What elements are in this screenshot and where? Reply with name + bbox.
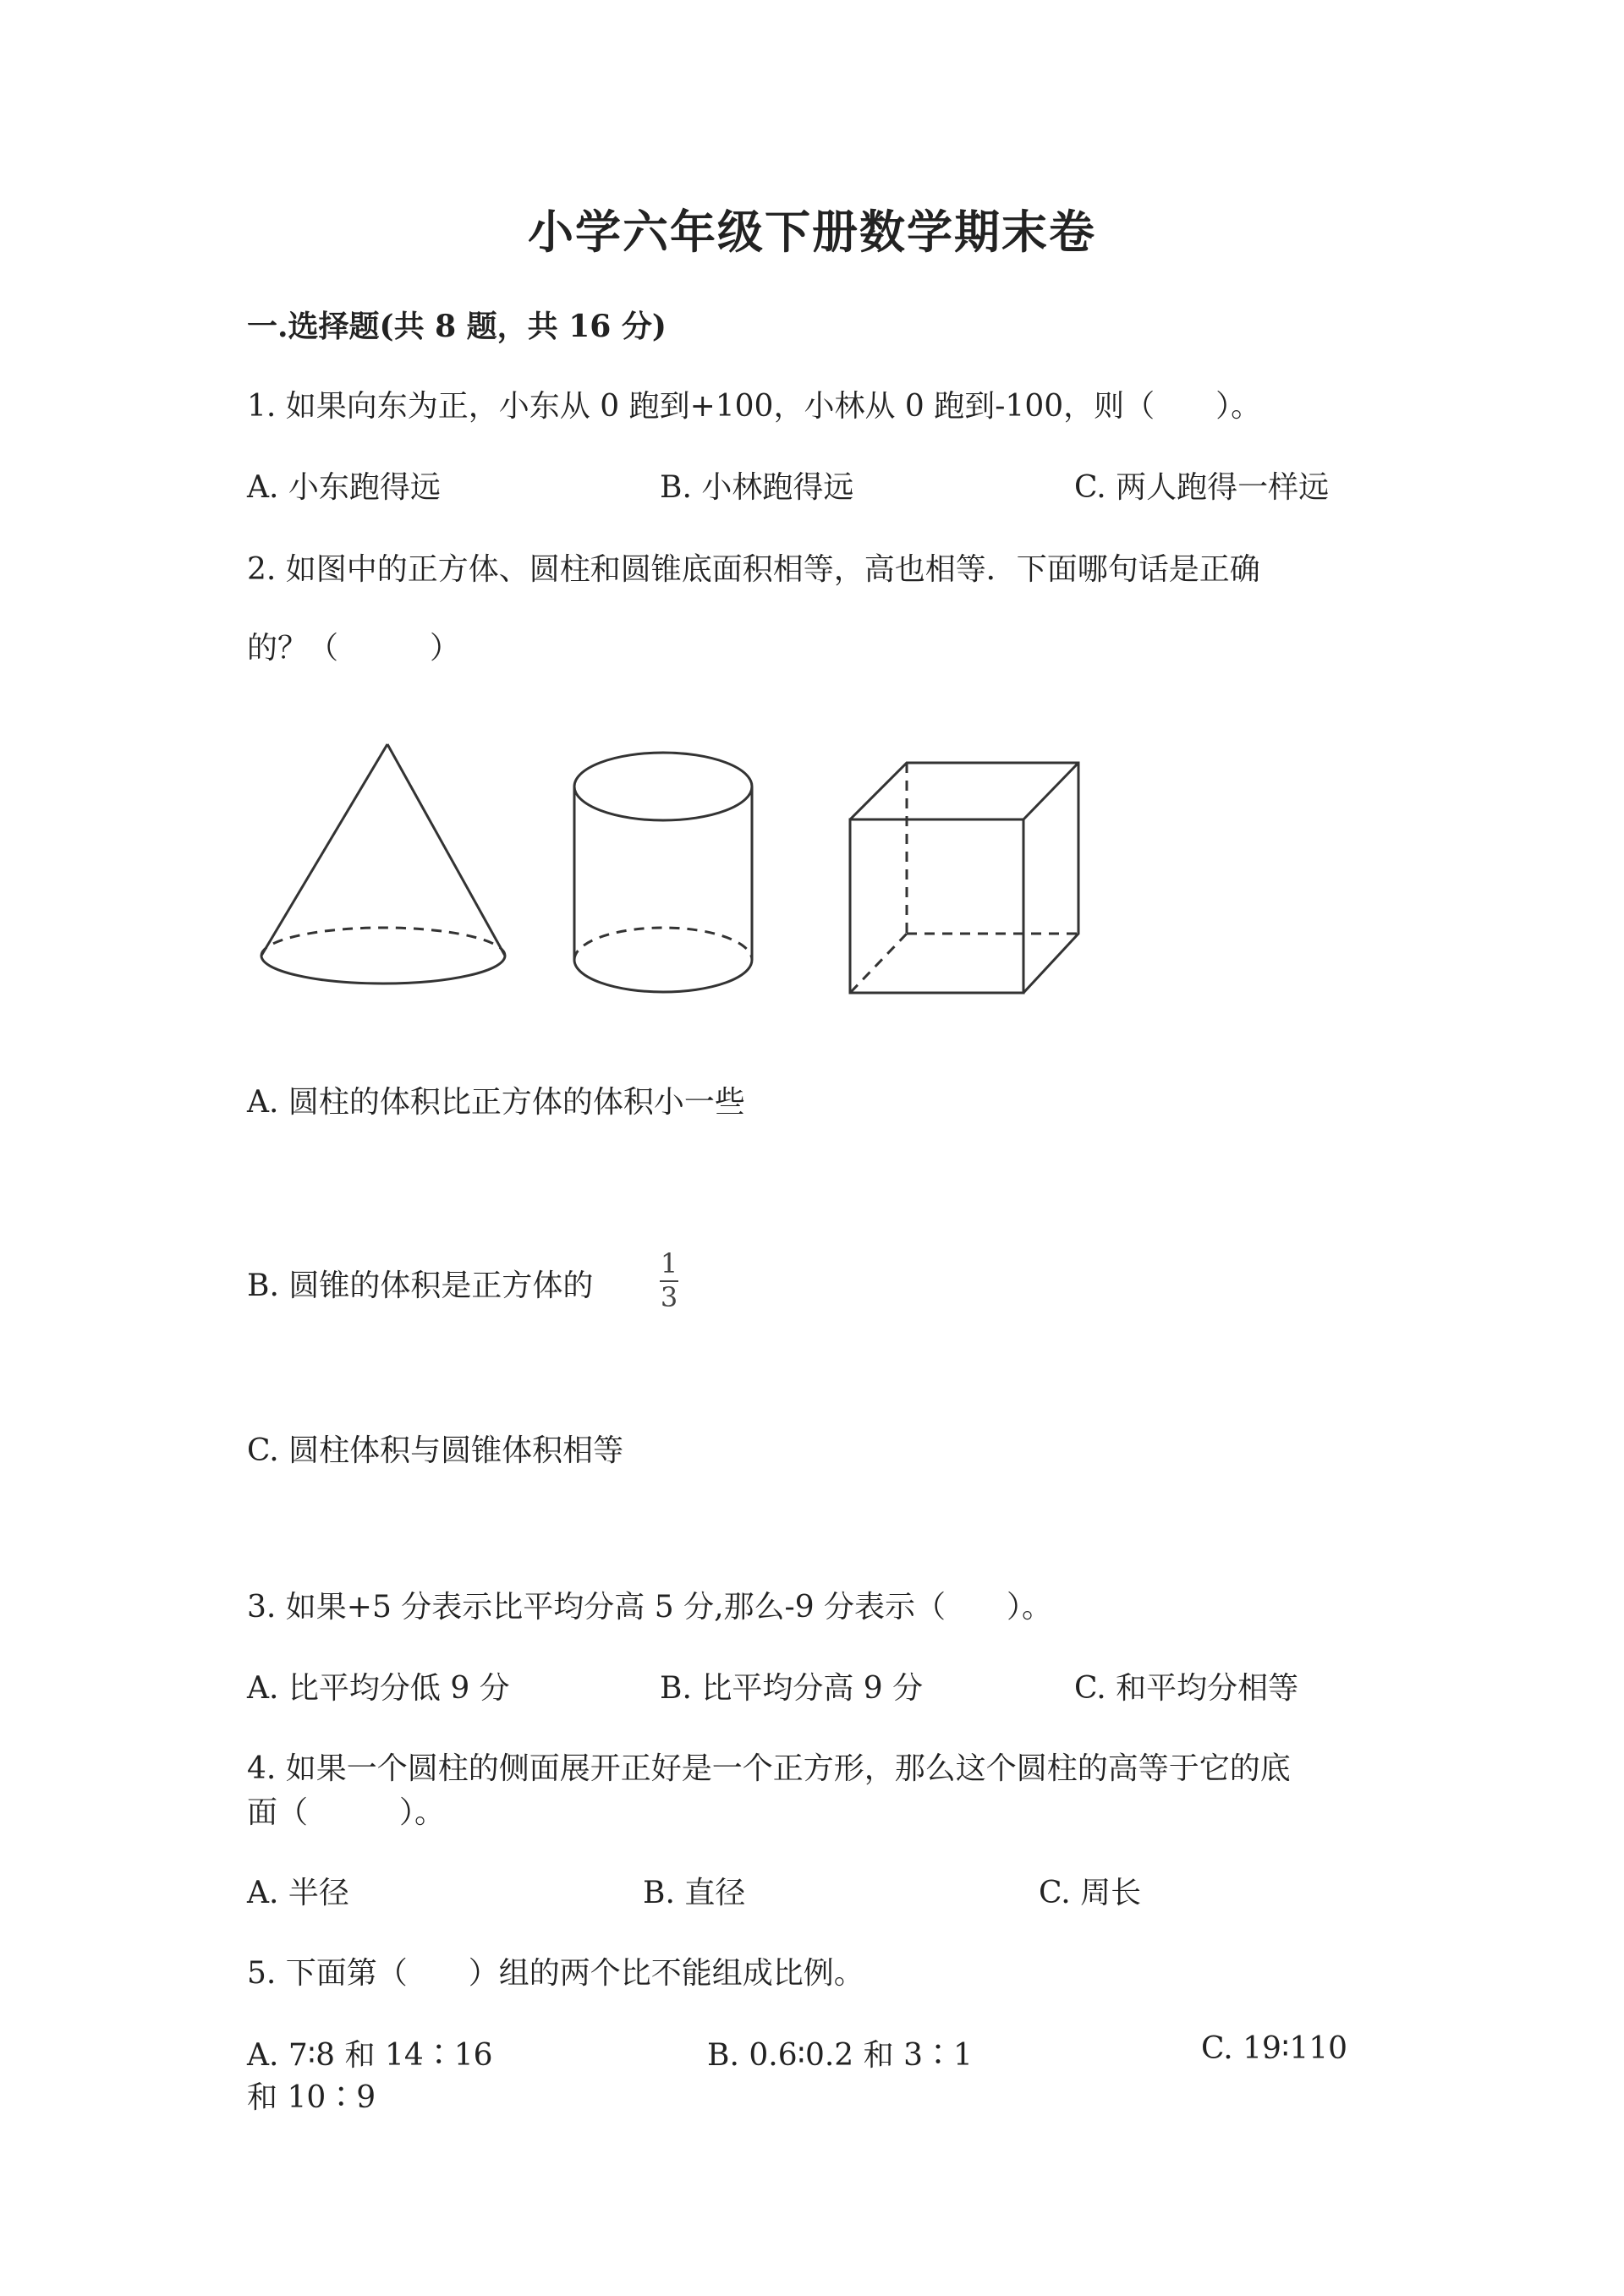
question-5-option-a: A. 7∶8 和 14∶16 [247,2038,493,2073]
question-2-option-c: C. 圆柱体积与圆锥体积相等 [247,1433,624,1468]
question-4-option-a: A. 半径 [247,1876,349,1910]
cylinder-icon [574,753,752,992]
question-4-option-c: C. 周长 [1039,1876,1142,1910]
question-4-text-line1: 4. 如果一个圆柱的侧面展开正好是一个正方形，那么这个圆柱的高等于它的底 [247,1751,1291,1786]
question-5-option-b: B. 0.6∶0.2 和 3∶1 [707,2038,973,2073]
fraction-one-third [660,1247,678,1313]
fraction-denominator: 3 [660,1280,678,1313]
question-5-option-c-continued: 和 10∶9 [247,2080,376,2115]
question-3-option-a: A. 比平均分低 9 分 [247,1671,510,1706]
page-title: 小学六年级下册数学期末卷 [528,205,1096,259]
question-2-text-line2: 的？（ ） [247,631,461,666]
question-4-text-line2: 面（ ）。 [247,1795,446,1830]
section-heading: 一.选择题(共 8 题，共 16 分) [247,309,667,344]
question-1-text: 1. 如果向东为正，小东从 0 跑到+100，小林从 0 跑到-100，则（ ）。 [247,389,1262,424]
question-1-option-b: B. 小林跑得远 [660,470,854,505]
question-4-option-b: B. 直径 [643,1876,746,1910]
question-2-text-line1: 2. 如图中的正方体、圆柱和圆锥底面积相等，高也相等．下面哪句话是正确 [247,552,1260,587]
question-3-text: 3. 如果+5 分表示比平均分高 5 分,那么-9 分表示（ ）。 [247,1590,1053,1625]
solid-figures [247,727,1093,998]
question-1-option-c: C. 两人跑得一样远 [1074,470,1330,505]
fraction-numerator: 1 [660,1247,678,1280]
question-1-option-a: A. 小东跑得远 [247,470,441,505]
question-3-option-c: C. 和平均分相等 [1074,1671,1299,1706]
cube-icon [850,763,1078,993]
cone-icon [261,744,505,984]
question-5-text: 5. 下面第（ ）组的两个比不能组成比例。 [247,1956,864,1991]
question-5-option-c: C. 19∶110 [1201,2031,1348,2066]
question-3-option-b: B. 比平均分高 9 分 [660,1671,924,1706]
question-2-option-b: B. 圆锥的体积是正方体的 [247,1269,594,1303]
question-2-option-a: A. 圆柱的体积比正方体的体积小一些 [247,1085,745,1120]
